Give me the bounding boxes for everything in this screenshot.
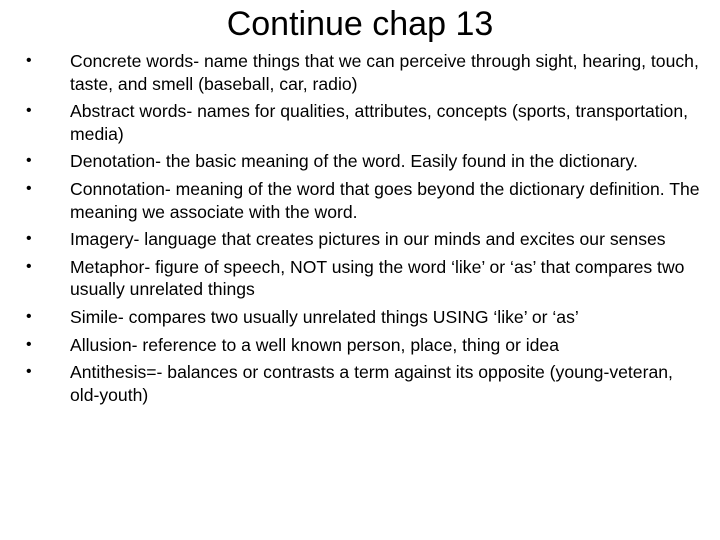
bullet-list: [26, 50, 706, 411]
bullet-text: Antithesis=- balances or contrasts a term against its opposite (young-veteran, old-youth): [70, 362, 673, 405]
list-item: [26, 150, 706, 173]
bullet-icon: •: [26, 179, 32, 197]
bullet-icon: •: [26, 52, 32, 69]
bullet-icon: •: [26, 363, 32, 381]
bullet-text: Allusion- reference to a well known person, place, thing or idea: [70, 334, 559, 355]
bullet-icon: •: [26, 335, 32, 353]
bullet-text: Metaphor- figure of speech, NOT using the word ‘like’ or ‘as’ that compares two usually unrelated things: [70, 256, 685, 300]
list-item: [26, 256, 706, 301]
list-item: [26, 228, 706, 251]
bullet-text: Connotation- meaning of the word that goes beyond the dictionary definition. The meaning we associate with the word.: [70, 178, 700, 222]
bullet-text: Concrete words- name things that we can perceive through sight, hearing, touch, taste, and smell (baseball, car, radio): [70, 51, 699, 94]
bullet-icon: •: [26, 257, 32, 275]
bullet-icon: •: [26, 230, 32, 248]
bullet-text: Simile- compares two usually unrelated things USING ‘like’ or ‘as’: [70, 306, 579, 327]
list-item: [26, 306, 706, 329]
bullet-icon: •: [26, 152, 32, 170]
slide-title: Continue chap 13: [226, 5, 494, 43]
list-item: [26, 100, 706, 145]
bullet-icon: •: [26, 307, 32, 325]
bullet-text: Abstract words- names for qualities, attributes, concepts (sports, transportation, media): [70, 101, 689, 144]
bullet-icon: •: [26, 102, 32, 120]
list-item: [26, 50, 706, 95]
list-item: [26, 334, 706, 357]
bullet-text: Imagery- language that creates pictures in our minds and excites our senses: [70, 229, 666, 250]
bullet-text: Denotation- the basic meaning of the word. Easily found in the dictionary.: [70, 151, 638, 172]
list-item: [26, 178, 706, 223]
list-item: [26, 361, 706, 406]
